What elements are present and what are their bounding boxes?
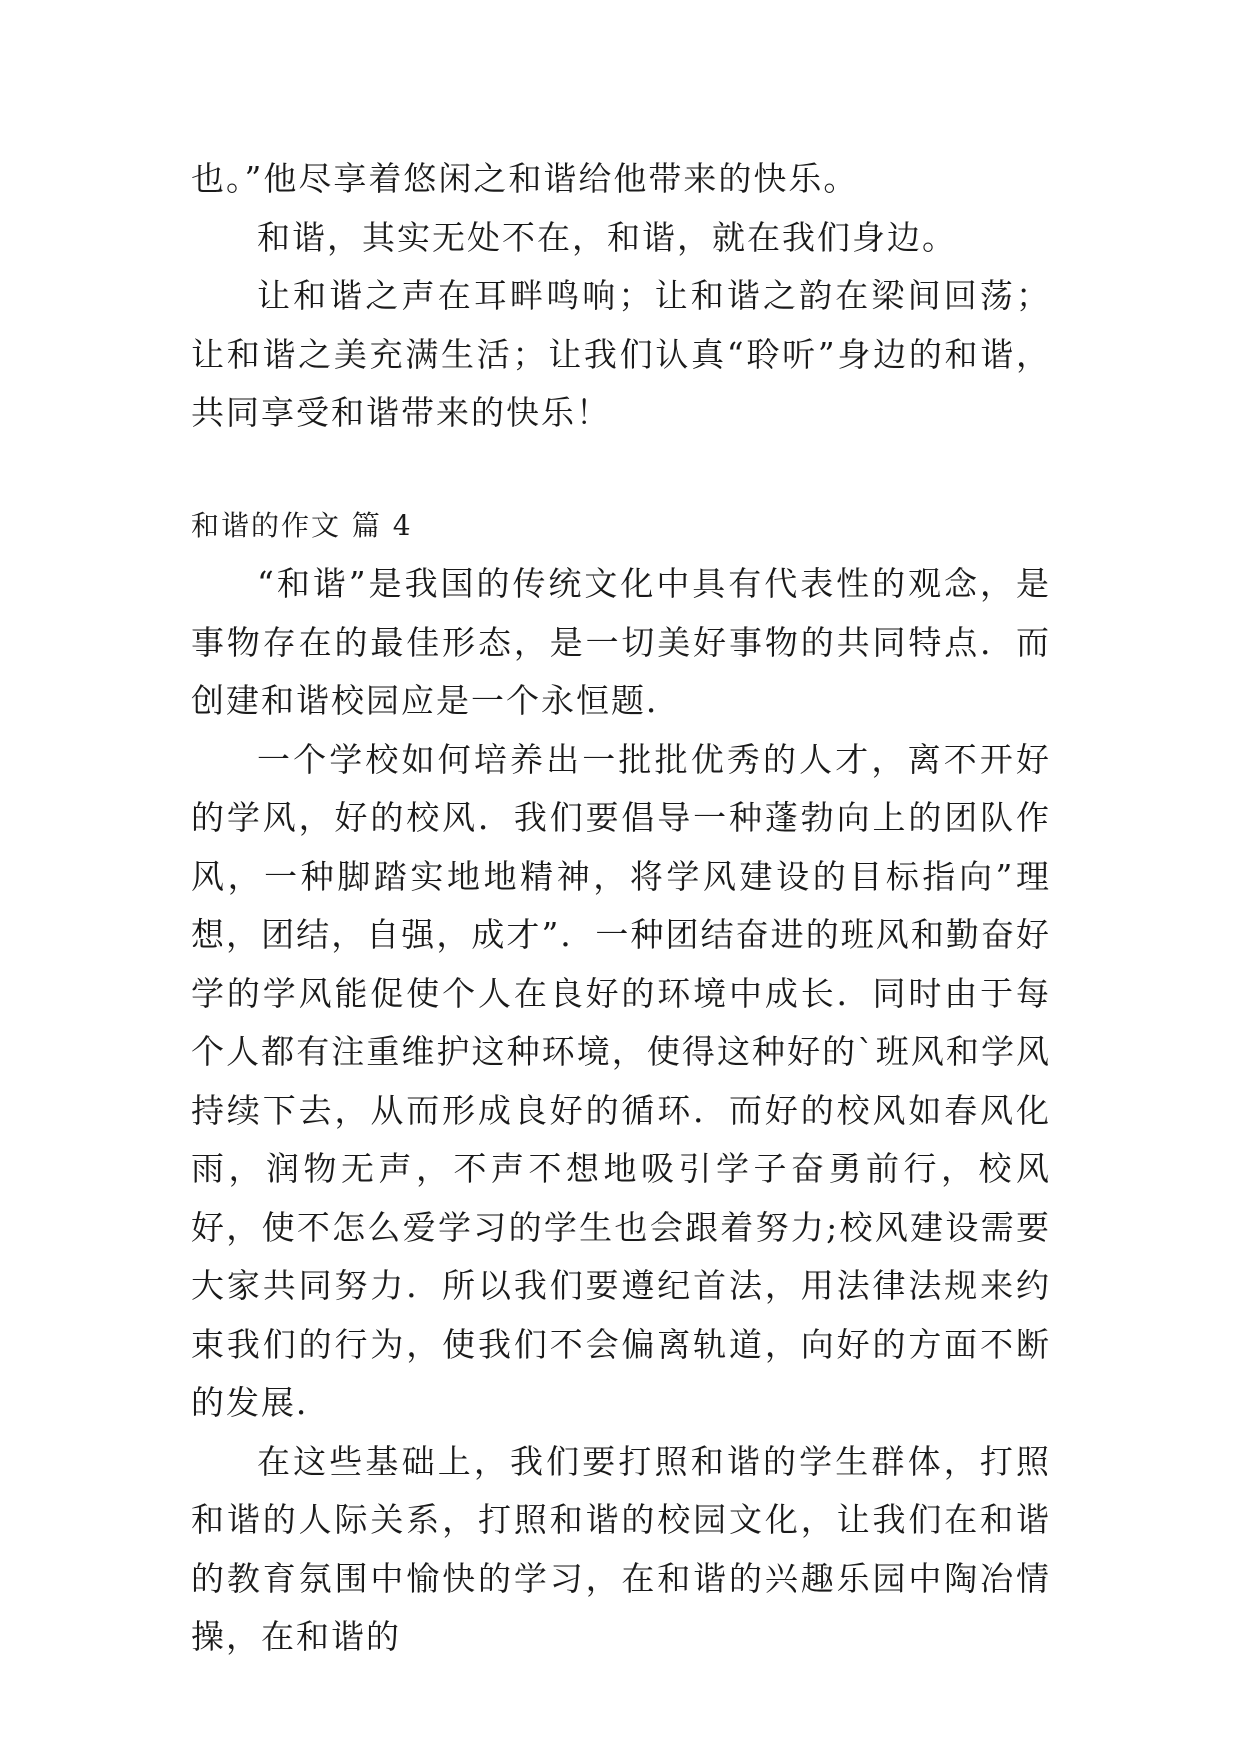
paragraph: 让和谐之声在耳畔鸣响；让和谐之韵在梁间回荡；让和谐之美充满生活；让我们认真“聆听”身边的和谐，共同享受和谐带来的快乐！ <box>191 276 1051 432</box>
section-title: 和谐的作文 篇 4 <box>191 508 413 542</box>
section-gap <box>191 443 1051 497</box>
paragraph: “和谐”是我国的传统文化中具有代表性的观念，是事物存在的最佳形态，是一切美好事物的共同特点．而创建和谐校园应是一个永恒题． <box>191 564 1051 720</box>
paragraph: 一个学校如何培养出一批批优秀的人才，离不开好的学风，好的校风．我们要倡导一种蓬勃向上的团队作风，一种脚踏实地地精神，将学风建设的目标指向”理想，团结，自强，成才”．一种团结奋进的班风和勤奋好学的学风能促使个人在良好的环境中成长．同时由于每个人都有注重维护这种环境，使得这种好的`班风和学风持续下去，从而形成良好的循环．而好的校风如春风化雨，润物无声，不声不想地吸引学子奋勇前行，校风好，使不怎么爱学习的学生也会跟着努力;校风建设需要大家共同努力．所以我们要遵纪首法，用法律法规来约束我们的行为，使我们不会偏离轨道，向好的方面不断的发展． <box>191 739 1051 1422</box>
paragraph-continuation: 也。”他尽享着悠闲之和谐给他带来的快乐。 <box>191 159 859 198</box>
paragraph: 和谐，其实无处不在，和谐，就在我们身边。 <box>257 217 957 257</box>
paragraph: 在这些基础上，我们要打照和谐的学生群体，打照和谐的人际关系，打照和谐的校园文化，让我们在和谐的教育氛围中愉快的学习，在和谐的兴趣乐园中陶冶情操，在和谐的 <box>191 1441 1051 1656</box>
document-body <box>191 150 1051 1667</box>
